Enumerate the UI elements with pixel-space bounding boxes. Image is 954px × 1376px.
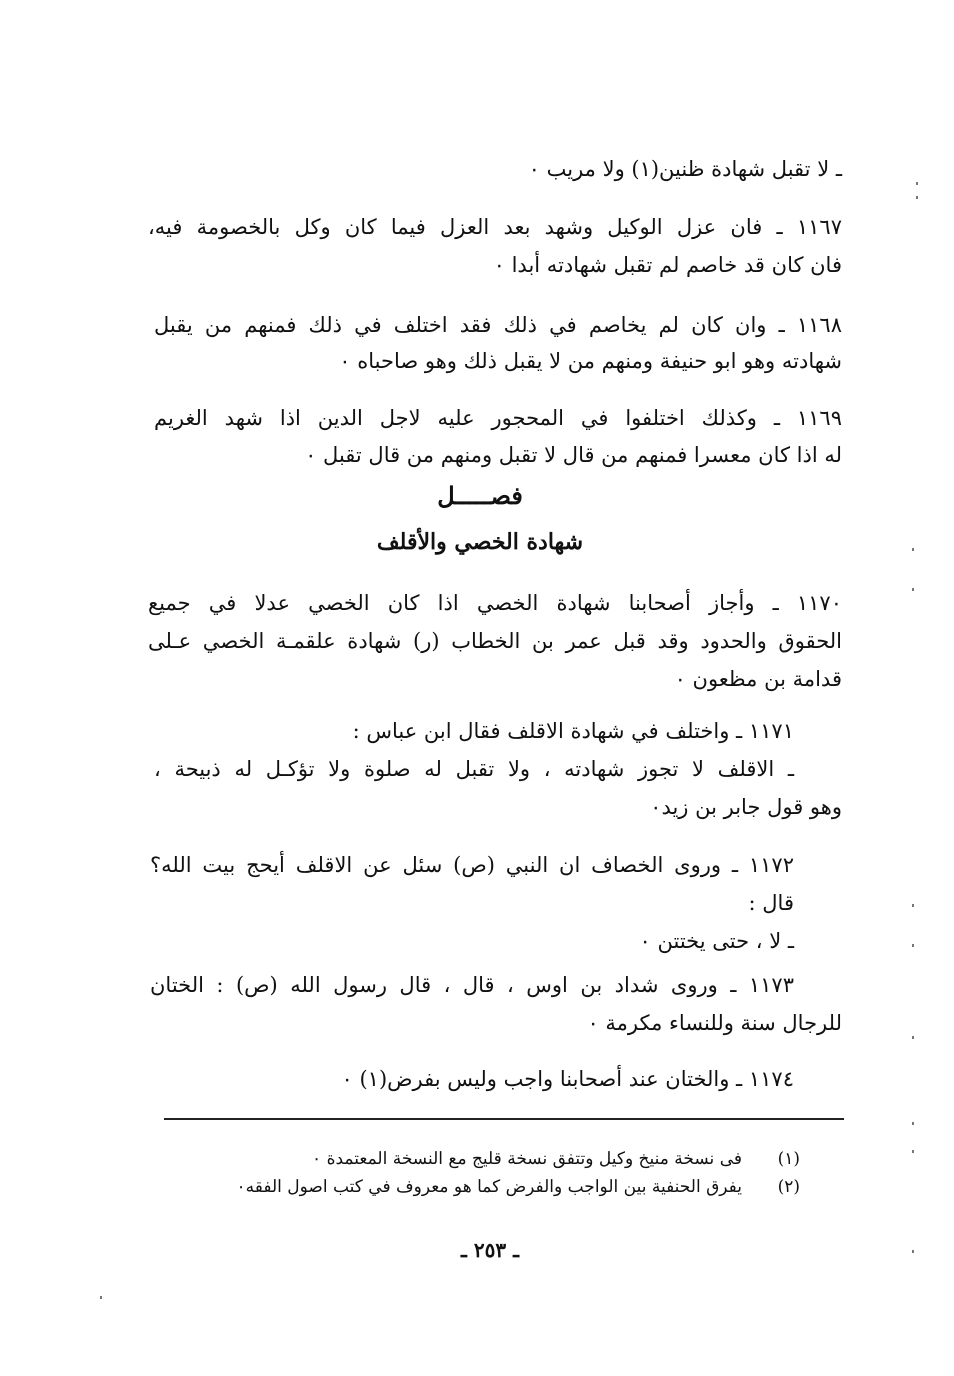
- scan-speck: [100, 1296, 102, 1299]
- scan-speck: [912, 548, 914, 551]
- scan-speck: [912, 588, 914, 591]
- section-title: [380, 478, 580, 514]
- paragraph-1170-line-2: الحقوق والحدود وقد قبل عمر بن الخطاب (ر) شهادة علقمـة الخصي عـلى: [148, 629, 842, 653]
- footnote-2-text: يفرق الحنفية بين الواجب والفرض كما هو معروف في كتب اصول الفقه٠: [236, 1177, 742, 1197]
- scan-speck: [912, 1150, 914, 1153]
- scan-speck: [916, 182, 918, 185]
- paragraph-1174-line-1: ١١٧٤ ـ والختان عند أصحابنا واجب وليس بفرض(١) ٠: [341, 1067, 794, 1091]
- paragraph-1169-line-1: ١١٦٩ ـ وكذلك اختلفوا في المحجور عليه لاجل الدين اذا شهد الغريم: [154, 406, 842, 430]
- footnote-separator: [164, 1118, 844, 1120]
- paragraph-1170-line-1: ١١٧٠ ـ وأجاز أصحابنا شهادة الخصي اذا كان الخصي عدلا في جميع: [148, 591, 842, 615]
- scan-speck: [912, 1036, 914, 1039]
- page-number: ـ ٢٥٣ ـ: [461, 1238, 519, 1262]
- scan-speck: [916, 196, 918, 199]
- paragraph-1173-line-2: للرجال سنة وللنساء مكرمة ٠: [587, 1011, 842, 1035]
- paragraph-1171-line-1: ١١٧١ ـ واختلف في شهادة الاقلف فقال ابن عباس :: [352, 719, 794, 743]
- paragraph-1172-line-1: ١١٧٢ ـ وروى الخصاف ان النبي (ص) سئل عن الاقلف أيحج بيت الله؟: [150, 853, 794, 877]
- paragraph-1173-line-1: ١١٧٣ ـ وروى شداد بن اوس ، قال ، قال رسول الله (ص) : الختان: [150, 973, 794, 997]
- paragraph-1170-line-3: قدامة بن مظعون ٠: [674, 667, 842, 691]
- section-subtitle: شهادة الخصي والأقلف: [376, 529, 584, 555]
- paragraph-1171-line-2: ـ الاقلف لا تجوز شهادته ، ولا تقبل له صلوة ولا تؤكـل له ذبيحة ،: [154, 757, 794, 781]
- scan-speck: [912, 1250, 914, 1253]
- paragraph-line: ـ لا تقبل شهادة ظنين(١) ولا مريب ٠: [528, 157, 842, 181]
- scan-speck: [912, 1122, 914, 1125]
- paragraph-1171-line-3: وهو قول جابر بن زيد٠: [650, 795, 842, 819]
- paragraph-1168-line-1: ١١٦٨ ـ وان كان لم يخاصم في ذلك فقد اختلف في ذلك فمنهم من يقبل: [154, 313, 842, 337]
- paragraph-1172-line-3: ـ لا ، حتى يختتن ٠: [639, 929, 794, 953]
- paragraph-1167-line-1: ١١٦٧ ـ فان عزل الوكيل وشهد بعد العزل فيما كان وكل بالخصومة فيه،: [148, 215, 842, 239]
- footnote-1-number: (١): [777, 1149, 800, 1169]
- paragraph-1168-line-2: شهادته وهو ابو حنيفة ومنهم من لا يقبل ذلك وهو صاحباه ٠: [339, 349, 842, 373]
- footnote-1-text: فى نسخة منيخ وكيل وتتفق نسخة قليج مع النسخة المعتمدة ٠: [312, 1149, 742, 1169]
- paragraph-1172-line-2: قال :: [748, 891, 794, 915]
- section-title-text: فصـــــل: [437, 481, 523, 510]
- paragraph-1169-line-2: له اذا كان معسرا فمنهم من قال لا تقبل ومنهم من قال تقبل ٠: [305, 443, 842, 467]
- scan-speck: [912, 904, 914, 907]
- footnote-2-number: (٢): [777, 1177, 800, 1197]
- scan-speck: [912, 944, 914, 947]
- paragraph-1167-line-2: فان كان قد خاصم لم تقبل شهادته أبدا ٠: [493, 253, 842, 277]
